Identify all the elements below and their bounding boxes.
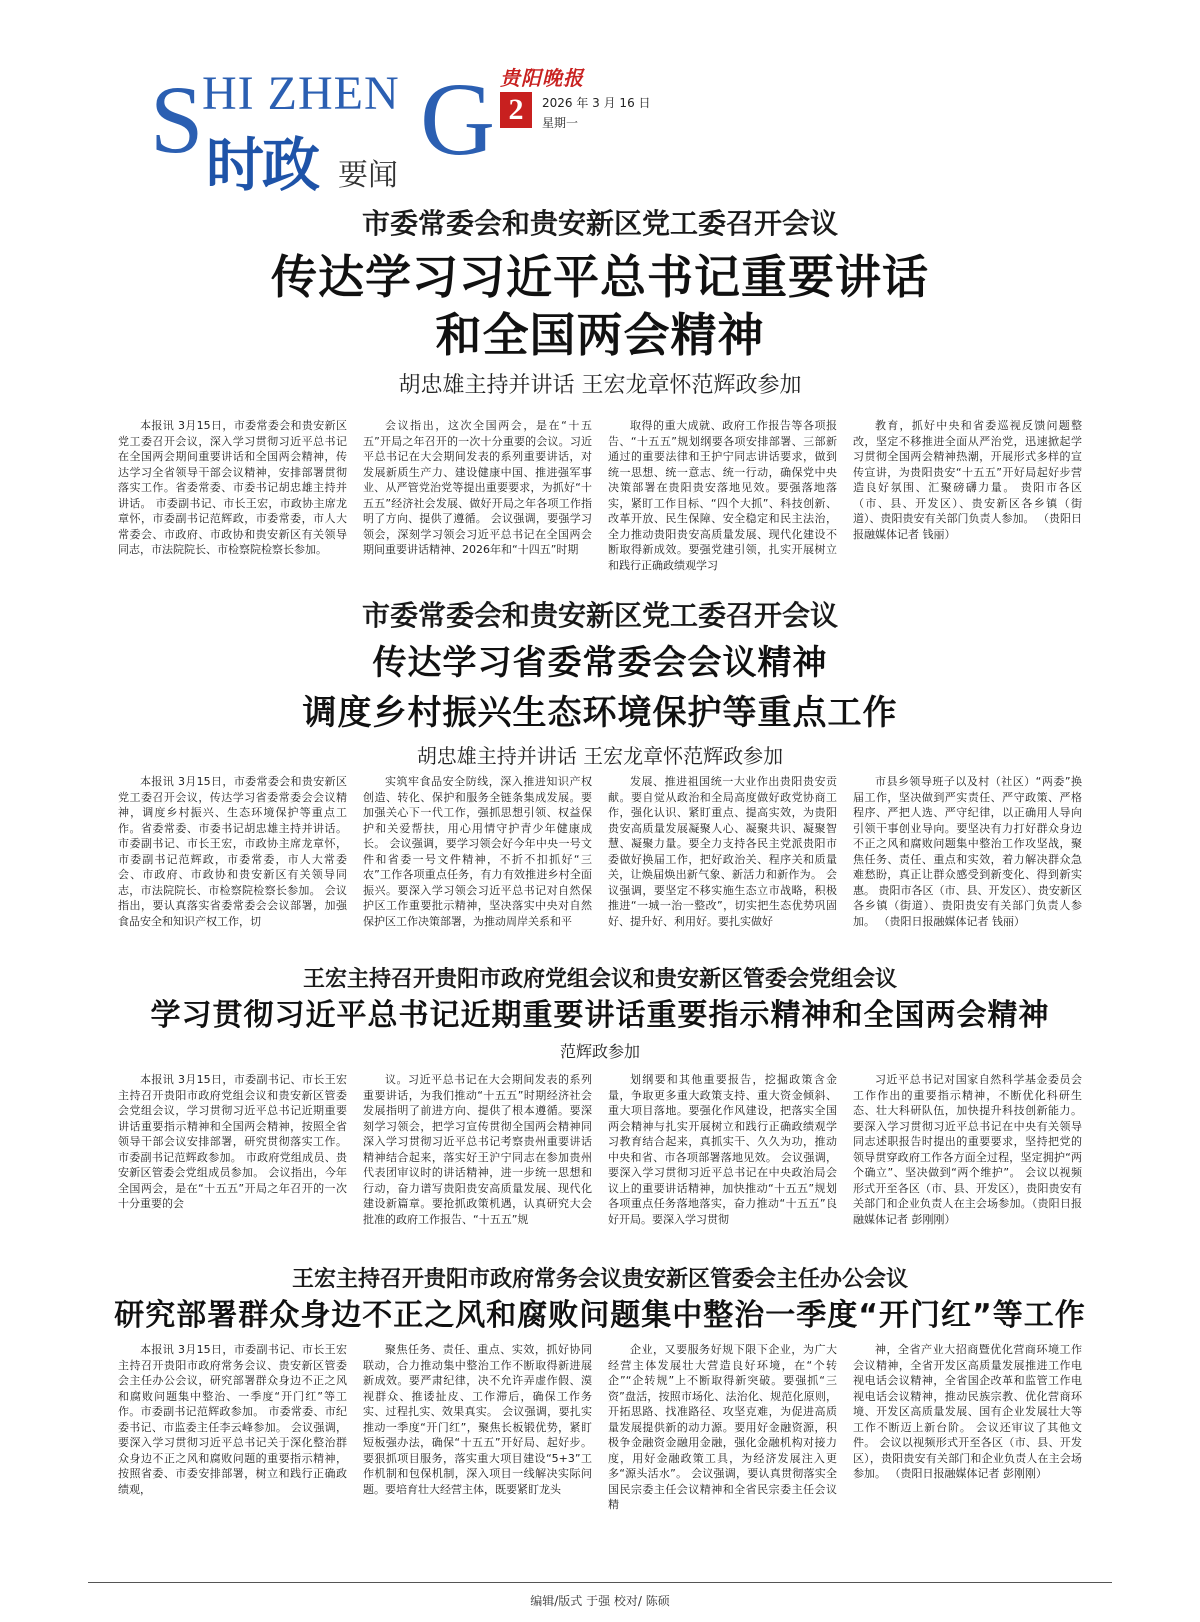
body-text: 企业，又要服务好规下限下企业，为广大经营主体发展壮大营造良好环境，在“个转企”“企转规”上不断取得新突破。要强抓“三资”盘活，按照市场化、法治化、规范化原则，开拓思路、找准路径、攻坚克难，为促进高质量发展提供新的动力源。要用好金融资源，积极争金融资金融用金融，强化金融机构对接力度，用好金融政策工具，为经济发展注入更多“源头活水”。 会议强调，要认真贯彻落实全国民宗委主任会议精神和全省民宗委主任会议精	[608, 1343, 837, 1511]
article-body	[118, 774, 1082, 946]
headline-line: 传达学习习近平总书记重要讲话	[271, 250, 929, 304]
headline-line: 传达学习省委常委会会议精神	[372, 643, 828, 683]
issue-weekday: 星期一	[542, 116, 579, 130]
body-text: 聚焦任务、责任、重点、实效，抓好协同联动，合力推动集中整治工作不断取得新进展新成效。要严肃纪律，决不允许弄虚作假、漠视群众、推诿扯皮、工作滞后，确保工作务实、过程扎实、效果真实。 会议强调，要扎实推动一季度“开门红”，聚焦长板锻优势，紧盯短板强办法，确保“十五五”开好局、起好步。要狠抓项目服务，落实重大项目建设“5+3”工作机制和包保机制，深入项目一线解决实际问题。要培育壮大经营主体，既要紧盯龙头	[363, 1343, 592, 1496]
article-3	[110, 962, 1090, 1238]
article-headline	[110, 1295, 1090, 1337]
article-4	[110, 1262, 1090, 1522]
article-body	[118, 418, 1082, 586]
body-text: 本报讯 3月15日，市委常委会和贵安新区党工委召开会议，深入学习贯彻习近平总书记在全国两会期间重要讲话和全国两会精神，传达学习全省领导干部会议精神，安排部署贯彻落实工作。省委常委、市委书记胡忠雄主持并讲话。 市委副书记、市长王宏，市政协主席龙章怀，市委副书记范辉政，市委常委，市人大常委会、市政府、市政协和贵安新区有关领导同志，市法院院长、市检察院检察长参加。	[118, 419, 347, 556]
section-letter-g: G	[420, 62, 496, 177]
body-text: 习近平总书记对国家自然科学基金委员会工作作出的重要指示精神，不断优化科研生态、壮大科研队伍，加快提升科技创新能力。要深入学习贯彻习近平总书记在中央有关领导同志述职报告时提出的重要要求，坚持把党的领导贯穿政府工作各方面全过程，坚定拥护“两个确立”、坚决做到“两个维护”。 会议以视频形式开至各区（市、县、开发区），贵阳贵安有关部门和企业负责人在主会场参加。（贵阳日报融媒体记者 彭刚刚）	[853, 1073, 1082, 1226]
article-headline	[110, 248, 1090, 364]
article-headline	[110, 638, 1090, 738]
section-roman-text: HI ZHEN	[202, 67, 400, 120]
body-column	[118, 774, 347, 946]
body-text: 发展、推进祖国统一大业作出贵阳贵安贡献。要自觉从政治和全局高度做好政党协商工作，强化认识、紧盯重点、提高实效，为贵阳贵安高质量发展凝聚人心、凝聚共识、凝聚智慧、凝聚力量。要全力支持各民主党派贵阳市委做好换届工作，把好政治关、程序关和质量关，让焕届焕出新气象、新活力和新作为。 会议强调，要坚定不移实施生态立市战略，积极推进“一城一治一整改”，切实把生态优势巩固好、提升好、利用好。要扎实做好	[608, 775, 837, 928]
footer-divider	[88, 1582, 1112, 1583]
section-title: 时政	[206, 131, 319, 199]
body-column	[853, 1342, 1082, 1522]
body-column	[363, 774, 592, 946]
body-text: 议。习近平总书记在大会期间发表的系列重要讲话，为我们推动“十五五”时期经济社会发展指明了前进方向、提供了根本遵循。要深刻学习领会，把学习宣传贯彻全国两会精神同深入学习贯彻习近平总书记考察贵州重要讲话精神结合起来，落实好王沪宁同志在参加贵州代表团审议时的讲话精神，进一步统一思想和行动，奋力谱写贵阳贵安高质量发展、现代化建设新篇章。要抢抓政策机遇，认真研究大会批准的政府工作报告、“十五五”规	[363, 1073, 592, 1226]
body-text: 划纲要和其他重要报告，挖掘政策含金量，争取更多重大政策支持、重大资金倾斜、重大项目落地。要强化作风建设，把落实全国两会精神与扎实开展树立和践行正确政绩观学习教育结合起来，真抓实干、久久为功，推动中央和省、市各项部署落地见效。 会议强调，要深入学习贯彻习近平总书记在中央政治局会议上的重要讲话精神，加快推动“十五五”规划各项重点任务落地落实，奋力推动“十五五”良好开局。要深入学习贯彻	[608, 1073, 837, 1226]
article-2	[110, 594, 1090, 954]
body-column	[608, 1072, 837, 1234]
body-column	[363, 418, 592, 586]
article-deck: 范辉政参加	[559, 1042, 640, 1061]
body-text: 教育，抓好中央和省委巡视反馈问题整改，坚定不移推进全面从严治党，迅速掀起学习贯彻全国两会精神热潮，开展形式多样的宣传宣讲，为贵阳贵安“十五五”开好局起好步营造良好氛围、汇聚磅礴力量。 贵阳市各区（市、县、开发区）、贵安新区各乡镇（街道）、贵阳贵安有关部门负责人参加。 （贵阳日报融媒体记者 钱丽）	[853, 419, 1082, 541]
body-column	[118, 1342, 347, 1522]
article-deck: 胡忠雄主持并讲话 王宏龙章怀范辉政参加	[416, 744, 784, 768]
article-headline	[110, 995, 1090, 1037]
body-column	[363, 1342, 592, 1522]
article-kicker: 王宏主持召开贵阳市政府常务会议贵安新区管委会主任办公会议	[291, 1266, 908, 1292]
page-number-badge: 2	[500, 92, 532, 128]
body-column	[363, 1072, 592, 1234]
body-text: 取得的重大成就、政府工作报告等各项报告、“十五五”规划纲要各项安排部署、三部新通过的重要法律和王护宁同志讲话要求，做到统一思想、统一意志、统一行动，确保党中央决策部署在贵阳贵安落地见效。要强落地落实，紧盯工作目标、“四个大抓”、科技创新、改革开放、民生保障、安全稳定和民主法治，全力推动贵阳贵安高质量发展、现代化建设不断取得新成效。要强党建引领，扎实开展树立和践行正确政绩观学习	[608, 419, 837, 572]
body-column	[608, 1342, 837, 1522]
body-column	[608, 418, 837, 586]
newspaper-logo: 贵阳晚报	[500, 66, 584, 90]
body-text: 市县乡领导班子以及村（社区）“两委”换届工作，坚决做到严实责任、严守政策、严格程序、严把人选、严守纪律，以正确用人导向引领干事创业导向。要坚决有力打好群众身边不正之风和腐败问题集中整治工作攻坚战，聚焦任务、责任、重点和实效，着力解决群众急难愁盼，真正让群众感受到新变化、得到新实惠。 贵阳市各区（市、县、开发区）、贵安新区各乡镇（街道）、贵阳贵安有关部门负责人参加。 （贵阳日报融媒体记者 钱丽）	[853, 775, 1082, 928]
headline-line: 和全国两会精神	[435, 308, 765, 362]
body-column	[118, 418, 347, 586]
body-column	[853, 418, 1082, 586]
body-column	[853, 1072, 1082, 1234]
issue-date: 2026 年 3 月 16 日	[542, 96, 651, 110]
page-footer-credits: 编辑/版式 于强 校对/ 陈硕	[530, 1594, 670, 1608]
body-column	[118, 1072, 347, 1234]
article-body	[118, 1342, 1082, 1522]
section-masthead	[150, 58, 670, 198]
body-text: 本报讯 3月15日，市委常委会和贵安新区党工委召开会议，传达学习省委常委会会议精神，调度乡村振兴、生态环境保护等重点工作。省委常委、市委书记胡忠雄主持并讲话。 市委副书记、市长王宏，市政协主席龙章怀，市委副书记范辉政，市委常委，市人大常委会、市政府、市政协和贵安新区有关领导同志，市法院院长、市检察院检察长参加。 会议指出，要认真落实省委常委会会议部署，加强食品安全和知识产权工作，切	[118, 775, 347, 928]
body-text: 实筑牢食品安全防线，深入推进知识产权创造、转化、保护和服务全链条集成发展。要加强关心下一代工作，强抓思想引领、权益保护和关爱帮扶，用心用情守护青少年健康成长。 会议强调，要学习领会好今年中央一号文件和省委一号文件精神，不折不扣抓好“三农”工作各项重点任务，有力有效推进乡村全面振兴。要深入学习领会习近平总书记对自然保护区工作重要批示精神，坚决落实中央对自然保护区工作决策部署，为推动周岸关系和平	[363, 775, 592, 928]
body-text: 本报讯 3月15日，市委副书记、市长王宏主持召开贵阳市政府常务会议、贵安新区管委会主任办公会议，研究部署群众身边不正之风和腐败问题集中整治、一季度“开门红”等工作。市委副书记范辉政参加。 市委常委、市纪委书记、市监委主任李云峰参加。 会议强调，要深入学习贯彻习近平总书记关于深化整治群众身边不正之风和腐败问题的重要指示精神，按照省委、市委安排部署，树立和践行正确政绩观，	[118, 1343, 347, 1496]
headline-line: 调度乡村振兴生态环境保护等重点工作	[302, 693, 898, 733]
article-kicker: 王宏主持召开贵阳市政府党组会议和贵安新区管委会党组会议	[302, 966, 897, 992]
article-body	[118, 1072, 1082, 1234]
body-text: 神，全省产业大招商暨优化营商环境工作会议精神，全省开发区高质量发展推进工作电视电话会议精神，全省国企改革和监管工作电视电话会议精神，推动民族宗教、优化营商环境、开发区高质量发展、国有企业发展壮大等工作不断迈上新台阶。 会议还审议了其他文件。 会议以视频形式开至各区（市、县、开发区），贵阳贵安有关部门和企业负责人在主会场参加。 （贵阳日报融媒体记者 彭刚刚）	[853, 1343, 1082, 1480]
article-kicker: 市委常委会和贵安新区党工委召开会议	[361, 207, 838, 240]
article-kicker: 市委常委会和贵安新区党工委召开会议	[361, 599, 838, 632]
article-1	[110, 200, 1090, 590]
headline-line: 学习贯彻习近平总书记近期重要讲话重要指示精神和全国两会精神	[150, 998, 1050, 1033]
section-subtitle: 要闻	[338, 158, 398, 193]
body-text: 会议指出，这次全国两会，是在“十五五”开局之年召开的一次十分重要的会议。习近平总书记在大会期间发表的系列重要讲话，对发展新质生产力、建设健康中国、推进强军事业、从严管党治党等提出重要要求，为抓好“十五五”经济社会发展、做好开局之年各项工作指明了方向、提供了遵循。 会议强调，要强学习领会，深刻学习领会习近平总书记在全国两会期间重要讲话精神、2026年和“十四五”时期	[363, 419, 592, 556]
body-column	[853, 774, 1082, 946]
body-text: 本报讯 3月15日，市委副书记、市长王宏主持召开贵阳市政府党组会议和贵安新区管委会党组会议，学习贯彻习近平总书记近期重要讲话重要指示精神和全国两会精神，按照全省领导干部会议安排部署，研究贯彻落实工作。市委副书记范辉政参加。 市政府党组成员、贵安新区管委会党组成员参加。 会议指出，今年全国两会，是在“十五五”开局之年召开的一次十分重要的会	[118, 1073, 347, 1210]
headline-line: 研究部署群众身边不正之风和腐败问题集中整治一季度“开门红”等工作	[114, 1298, 1086, 1333]
article-deck: 胡忠雄主持并讲话 王宏龙章怀范辉政参加	[398, 373, 802, 398]
body-column	[608, 774, 837, 946]
section-letter-s: S	[150, 66, 204, 173]
